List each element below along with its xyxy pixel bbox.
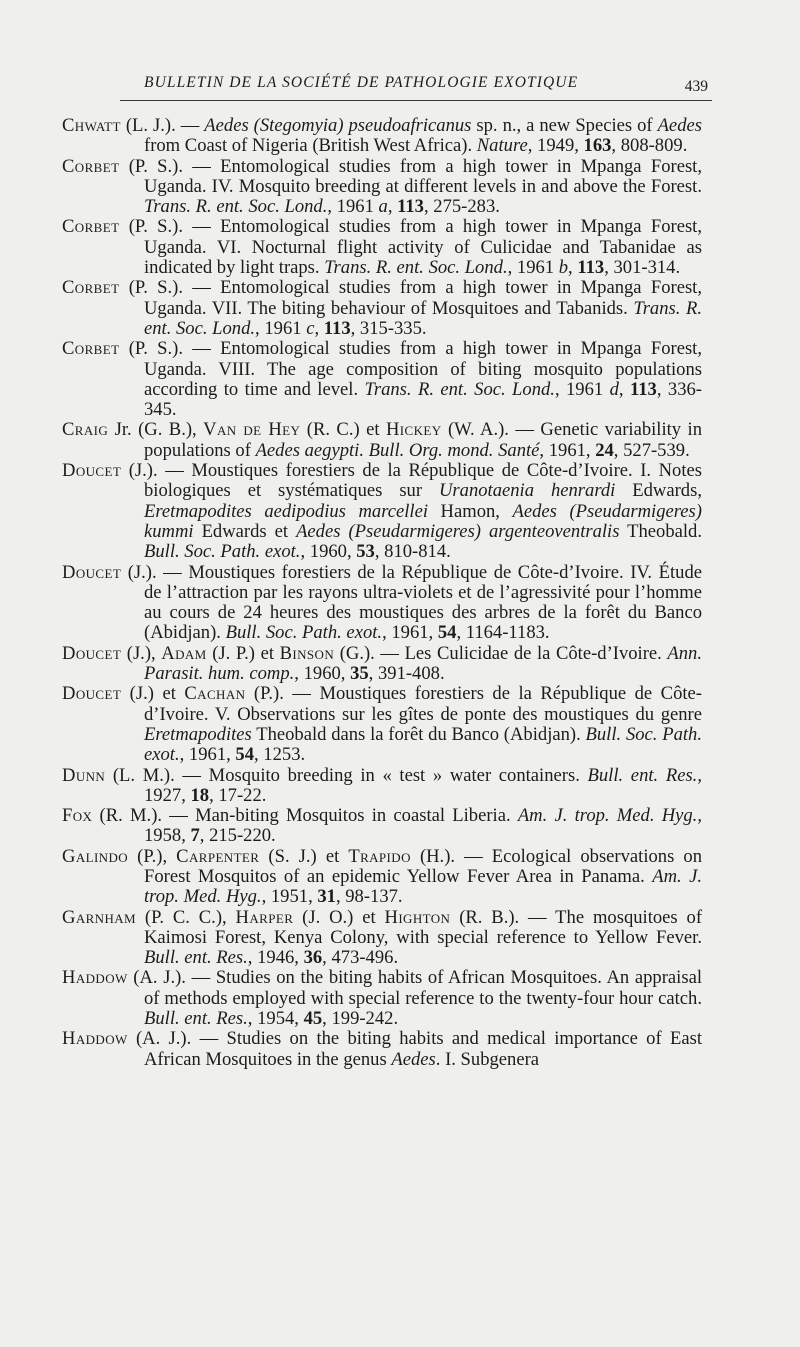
italic-text: Bull. Soc. Path. exot. xyxy=(144,541,301,563)
author-name: Chwatt xyxy=(62,115,121,136)
author-name: Galindo xyxy=(62,845,129,867)
reference-text: , 1961, xyxy=(179,744,236,766)
reference-list xyxy=(62,116,702,1070)
author-name: Dunn xyxy=(62,764,106,786)
reference-text: (P.). — Moustiques forestiers de la République de Côte-d’Ivoire. V. Observations sur les gîtes de ponte des moustiques du genre xyxy=(144,683,702,725)
volume-number: 45 xyxy=(303,1008,323,1030)
italic-text: d xyxy=(609,378,619,400)
reference-text: (L. J.). — xyxy=(120,115,205,136)
reference-text: , xyxy=(618,378,630,400)
volume-number: 54 xyxy=(235,744,254,766)
reference-text: , 473-496. xyxy=(322,947,399,969)
italic-text: Am. J. trop. Med. Hyg. xyxy=(517,805,698,827)
page-number: 439 xyxy=(684,78,708,95)
italic-text: a xyxy=(378,196,388,218)
reference-entry xyxy=(62,461,702,562)
reference-entry xyxy=(62,339,702,420)
author-name: Van de Hey xyxy=(203,419,301,441)
reference-entry xyxy=(62,806,702,847)
reference-entry xyxy=(62,420,702,461)
reference-text: , 808-809. xyxy=(611,135,688,157)
author-name: Doucet xyxy=(62,683,122,705)
running-head xyxy=(120,74,712,101)
italic-text: Aedes xyxy=(391,1048,436,1070)
author-name: Corbet xyxy=(62,277,120,299)
reference-text: , 391-408. xyxy=(368,663,445,685)
reference-text: (J.) et xyxy=(121,683,185,705)
reference-text: (P. S.). — Entomological studies from a high tower in Mpanga Forest, Uganda. IV. Mosquito breeding at different levels in and above the Forest. xyxy=(119,155,702,197)
reference-entry xyxy=(62,847,702,908)
reference-text: , xyxy=(314,317,324,339)
author-name: Hickey xyxy=(385,419,442,441)
reference-entry xyxy=(62,278,702,339)
author-name: Fox xyxy=(62,805,93,827)
reference-text: (S. J.) et xyxy=(259,845,349,867)
reference-text: , xyxy=(387,196,398,218)
volume-number: 31 xyxy=(317,886,336,908)
reference-text: , 1951, xyxy=(261,886,318,908)
italic-text: Bull. Soc. Path. exot. xyxy=(144,723,702,766)
reference-text: (G.). — Les Culicidae de la Côte-d’Ivoire. xyxy=(334,642,668,664)
italic-text: Nature xyxy=(476,135,528,157)
author-name: Trapido xyxy=(348,845,411,867)
author-name: Garnham xyxy=(62,906,137,928)
reference-text: , 1164-1183. xyxy=(456,622,550,644)
reference-text: , 1958, xyxy=(144,805,702,847)
reference-text: (P. S.). — Entomological studies from a high tower in Mpanga Forest, Uganda. VI. Nocturnal flight activity of Culicidae and Tabanidae as indicated by light traps. xyxy=(119,216,702,279)
reference-entry xyxy=(62,684,702,765)
reference-entry xyxy=(62,908,702,969)
italic-text: Bull. Soc. Path. exot. xyxy=(225,622,383,644)
reference-text: (R. C.) et xyxy=(300,419,386,441)
italic-text: Am. J. trop. Med. Hyg. xyxy=(144,865,702,908)
italic-text: Uranotaenia henrardi xyxy=(438,480,616,502)
journal-title: BULLETIN DE LA SOCIÉTÉ DE PATHOLOGIE EXOTIQUE xyxy=(144,74,579,91)
reference-text: (J.), xyxy=(121,642,162,664)
author-name: Corbet xyxy=(62,155,120,177)
italic-text: Trans. R. ent. Soc. Lond. xyxy=(324,257,508,279)
reference-text: (R. B.). — The mosquitoes of Kaimosi Forest, Kenya Colony, with special reference to Yellow Fever. xyxy=(144,906,703,948)
author-name: Haddow xyxy=(62,1028,128,1050)
reference-entry xyxy=(62,968,702,1029)
italic-text: b xyxy=(558,257,569,279)
reference-text: , 199-242. xyxy=(322,1008,399,1030)
author-name: Highton xyxy=(384,906,451,928)
reference-text: (J. O.) et xyxy=(293,906,385,928)
reference-text: , 215-220. xyxy=(199,825,276,847)
reference-text: , 336-345. xyxy=(144,378,703,421)
author-name: Doucet xyxy=(62,460,122,482)
reference-text: , 1954, xyxy=(247,1008,304,1030)
reference-text: , 1961 xyxy=(554,378,610,400)
reference-entry xyxy=(62,157,702,218)
reference-text: Theobald dans la forêt du Banco (Abidjan). xyxy=(251,723,586,745)
italic-text: Trans. R. ent. Soc. Lond. xyxy=(144,196,328,218)
author-name: Craig xyxy=(62,419,109,441)
volume-number: 113 xyxy=(397,196,424,218)
reference-text: , 527-539. xyxy=(613,439,690,461)
reference-text: (P. S.). — Entomological studies from a high tower in Mpanga Forest, Uganda. VII. The biting behaviour of Mosquitoes and Tabanids. xyxy=(119,277,702,319)
reference-text: , 1961, xyxy=(382,622,438,644)
reference-text: , 1927, xyxy=(144,764,702,806)
italic-text: Aedes xyxy=(657,115,702,136)
author-name: Carpenter xyxy=(176,845,260,867)
reference-entry xyxy=(62,116,702,157)
author-name: Corbet xyxy=(62,216,120,238)
volume-number: 113 xyxy=(323,317,351,339)
reference-text: sp. n., a new Species of xyxy=(471,115,658,136)
italic-text: Bull. ent. Res. xyxy=(144,1008,248,1030)
volume-number: 54 xyxy=(437,622,457,644)
reference-text: , 1961 xyxy=(255,317,307,339)
reference-text: , 98-137. xyxy=(335,886,403,908)
reference-text: (P. S.). — Entomological studies from a high tower in Mpanga Forest, Uganda. VIII. The age composition of biting mosquito populations according to time and level. xyxy=(119,338,702,400)
reference-text: , 1960, xyxy=(294,663,351,685)
reference-text: , 275-283. xyxy=(423,196,500,218)
italic-text: Bull. ent. Res. xyxy=(587,764,698,786)
italic-text: Aedes aegypti. Bull. Org. mond. Santé xyxy=(255,439,540,461)
reference-text: (J.). — Moustiques forestiers de la République de Côte-d’Ivoire. IV. Étude de l’attraction par les rayons ultra-violets et de l’agressivité pour l’homme au cours de 24 heures des moustiques des arbres de la forêt du Banco (Abidjan). xyxy=(121,561,702,644)
italic-text: Eretmapodites xyxy=(144,723,252,745)
reference-text: , 1949, xyxy=(527,135,584,157)
reference-entry xyxy=(62,1029,702,1070)
author-name: Harper xyxy=(235,906,294,928)
author-name: Doucet xyxy=(62,642,122,664)
reference-text: (W. A.). — Genetic variability in populations of xyxy=(144,419,702,461)
reference-text: (J. P.) et xyxy=(206,642,280,664)
volume-number: 53 xyxy=(356,541,375,563)
reference-entry xyxy=(62,217,702,278)
reference-text: , 1961, xyxy=(539,439,596,461)
reference-text: (R. M.). — Man-biting Mosquitos in coastal Liberia. xyxy=(92,805,518,827)
reference-text: , 1961 xyxy=(327,196,379,218)
author-name: Doucet xyxy=(62,561,122,583)
volume-number: 163 xyxy=(583,135,612,157)
italic-text: Aedes (Pseudarmigeres) argenteoventralis xyxy=(296,520,620,542)
italic-text: Bull. ent. Res. xyxy=(144,947,248,969)
reference-text: (J.). — Moustiques forestiers de la République de Côte-d’Ivoire. I. Notes biologiques et systématiques sur xyxy=(121,460,702,502)
italic-text: Eretmapodites aedipodius marcellei xyxy=(144,500,428,522)
reference-entry xyxy=(62,563,702,644)
volume-number: 113 xyxy=(629,378,657,400)
italic-text: Aedes (Stegomyia) pseudoafricanus xyxy=(204,115,472,136)
reference-entry xyxy=(62,766,702,807)
italic-text: Ann. Parasit. hum. comp. xyxy=(144,642,702,685)
volume-number: 7 xyxy=(190,825,200,847)
volume-number: 36 xyxy=(303,947,323,969)
volume-number: 35 xyxy=(350,663,369,685)
reference-text: Hamon, xyxy=(428,500,513,522)
author-name: Cachan xyxy=(184,683,246,705)
reference-text: from Coast of Nigeria (British West Africa). xyxy=(144,135,477,157)
reference-text: , 810-814. xyxy=(374,541,451,563)
reference-text: Jr. (G. B.), xyxy=(108,419,204,441)
reference-text: , 301-314. xyxy=(604,257,681,279)
volume-number: 18 xyxy=(190,784,210,806)
author-name: Binson xyxy=(279,642,335,664)
reference-text: (L. M.). — Mosquito breeding in « test » water containers. xyxy=(105,764,588,786)
reference-text: (H.). — Ecological observations on Forest Mosquitos of an epidemic Yellow Fever Area in Panama. xyxy=(144,845,702,887)
reference-text: , 1253. xyxy=(254,744,306,766)
reference-text: , 1961 xyxy=(507,257,559,279)
reference-text: (P.), xyxy=(128,845,177,867)
author-name: Haddow xyxy=(62,967,128,989)
reference-text: (P. C. C.), xyxy=(136,906,236,928)
italic-text: c xyxy=(306,317,315,339)
reference-text: , xyxy=(568,257,578,279)
reference-text: , 315-335. xyxy=(350,317,427,339)
reference-entry xyxy=(62,644,702,685)
reference-text: , 1960, xyxy=(300,541,357,563)
reference-text: Theobald. xyxy=(619,520,702,542)
volume-number: 24 xyxy=(595,439,614,461)
author-name: Corbet xyxy=(62,338,120,360)
italic-text: Trans. R. ent. Soc. Lond. xyxy=(144,297,702,339)
reference-text: (A. J.). — Studies on the biting habits of African Mosquitoes. An appraisal of methods employed with special reference to the twenty-four hour catch. xyxy=(127,967,702,1009)
italic-text: Trans. R. ent. Soc. Lond. xyxy=(364,378,555,400)
reference-text: . I. Subgenera xyxy=(435,1048,540,1070)
reference-text: Edwards, xyxy=(615,480,702,502)
italic-text: Aedes (Pseudarmigeres) kummi xyxy=(144,500,702,542)
reference-text: (A. J.). — Studies on the biting habits and medical importance of East African Mosquitoes in the genus xyxy=(127,1028,702,1070)
volume-number: 113 xyxy=(577,257,605,279)
author-name: Adam xyxy=(161,642,207,664)
reference-text: , 1946, xyxy=(247,947,304,969)
reference-text: , 17-22. xyxy=(209,784,267,806)
reference-text: Edwards et xyxy=(193,520,297,542)
